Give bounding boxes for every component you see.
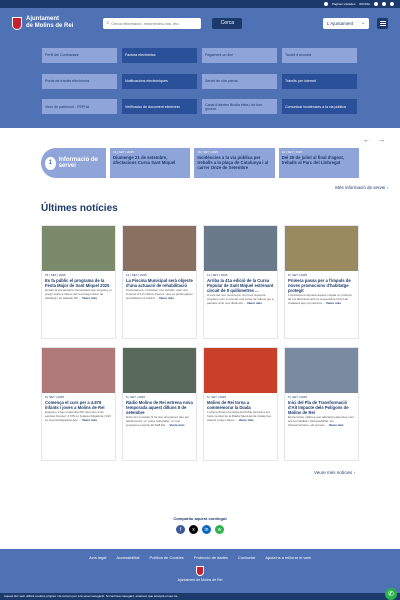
- news-more-link[interactable]: Veure més: [82, 295, 98, 300]
- service-info-card-title: Del 29 de juliol al final d'agost, treballs al Parc del Llobregat: [281, 155, 345, 165]
- news-card[interactable]: [41, 347, 116, 461]
- news-card[interactable]: [284, 347, 359, 461]
- service-info-date: 16 | SET | 2025: [197, 150, 219, 154]
- news-excerpt: Entre les novetats hi ha dos programes fets per adolescents, un sobre fotografia i un nou programa esportiu El dia8 Els ...: [126, 415, 190, 427]
- footer-link[interactable]: Protecció de dades: [193, 555, 229, 560]
- service-info-card-title: Diumenge 21 de setembre, afectacions Cursa Sant Miquel: [113, 155, 176, 165]
- news-date: 5 | SET | 2025: [288, 395, 308, 399]
- news-image: [123, 348, 196, 393]
- arrow-left-icon[interactable]: ←: [363, 137, 370, 144]
- language-selector[interactable]: IDIOMA: [359, 2, 370, 6]
- footer-link[interactable]: Contactar: [238, 555, 256, 560]
- news-card[interactable]: [203, 225, 278, 339]
- service-info-title: Informació de servei: [58, 157, 98, 169]
- news-excerpt: Durant la presentació s'anunciava que enguany el pregó aniria a càrrec del reconegut actor de doblatge i bo adaptat del ...: [45, 288, 112, 300]
- service-info-card[interactable]: [279, 148, 359, 178]
- news-card[interactable]: [203, 347, 278, 461]
- news-more-link[interactable]: Veure més: [246, 300, 262, 305]
- search-input[interactable]: [111, 21, 191, 26]
- whatsapp-share-icon[interactable]: w: [215, 525, 224, 534]
- service-info-date: 16 | SET | 2025: [281, 150, 303, 154]
- news-title: Primera passa per a l'impuls de noves promocions d'habitatge protegit: [288, 278, 351, 293]
- news-image: [204, 348, 277, 393]
- news-title: La Piscina Municipal serà objecte d'una actuació de rehabilitació: [126, 278, 193, 288]
- service-info-heading: [41, 148, 106, 178]
- quick-link[interactable]: Tràmits per internet: [282, 74, 357, 89]
- hamburger-menu-button[interactable]: [377, 18, 388, 29]
- quick-link[interactable]: Portal de tràmits electrònics: [42, 74, 117, 89]
- chevron-down-icon: ⌄: [361, 20, 365, 25]
- quick-link[interactable]: Perfil del Contractant: [42, 48, 117, 63]
- search-icon: ⌕: [106, 20, 110, 26]
- ajuntament-menu-label: L'Ajuntament: [327, 20, 354, 26]
- news-excerpt: A més del nou recorregut, la prova presenta enguany com a novetat una cursa de relleus per a parelles amb una distància ...: [207, 293, 274, 305]
- news-card[interactable]: [41, 225, 116, 339]
- news-card[interactable]: [284, 225, 359, 339]
- news-more-link[interactable]: Veure més: [158, 295, 174, 300]
- share-section: [0, 516, 400, 534]
- service-info-strip: [41, 148, 359, 178]
- share-label: Compartiu aquest contingut: [173, 516, 227, 521]
- x-share-icon[interactable]: x: [189, 525, 198, 534]
- news-date: 5 | SET | 2025: [207, 395, 227, 399]
- logo-line1: Ajuntament: [26, 16, 59, 22]
- news-row-1: [41, 225, 359, 339]
- news-section-title: Últimes notícies: [41, 203, 118, 214]
- quick-link[interactable]: Comunicar incidències a la via pública: [282, 99, 357, 114]
- news-title: Inici del Pla de Transformació d'Alt Impacte dels Polígons de Molins de Rei: [288, 400, 349, 415]
- quick-link[interactable]: Notificacions electròniques: [122, 74, 197, 89]
- news-image: [285, 348, 358, 393]
- service-info-card-title: Incidències a la via pública per treballs a la plaça de Catalunya i al carrer Onze de Setembre: [197, 155, 269, 170]
- user-icon[interactable]: [324, 2, 328, 6]
- news-title: Es fa públic el programa de la Festa Major de Sant Miquel 2025: [45, 278, 110, 288]
- news-title: Comença el curs per a 4.876 infants i joves a Molins de Rei: [45, 400, 105, 410]
- news-image: [204, 226, 277, 271]
- news-more-link[interactable]: Veure més: [326, 300, 342, 305]
- news-excerpt: L'ofrena floral a la plaça del Poble tornarà a ser l'acte central de la Diada Nacional de Catalunya Aquest proper dijous ...: [207, 410, 271, 422]
- quick-link[interactable]: Visor de patrimoni - PEPHA: [42, 99, 117, 114]
- news-date: 8 | SET | 2025: [45, 395, 65, 399]
- search-button[interactable]: Cerca: [212, 18, 242, 29]
- more-news-link[interactable]: Veure més notícies ›: [313, 470, 355, 475]
- service-info-date: 16 | SET | 2025: [113, 150, 134, 154]
- quick-link[interactable]: Factura electrònica: [122, 48, 197, 63]
- service-info-more-link[interactable]: Més informació de servei ›: [335, 185, 388, 190]
- cookie-banner: Aquest lloc web utilitza cookies pròpies i de tercers per a la seva navegació. Si continua navegant, entenem que accepta el seu ús.: [0, 593, 400, 600]
- service-info-number: 1: [45, 157, 56, 170]
- ajuntament-menu-button[interactable]: [323, 18, 369, 29]
- news-title: Arriba la 41a edició de la Cursa Popular de Sant Miquel estrenant circuit de 5 quilòmetres ...: [207, 278, 274, 293]
- news-image: [285, 226, 358, 271]
- footer-copyright: Ajuntament de Molins de Rei: [177, 578, 223, 582]
- news-image: [42, 226, 115, 271]
- news-date: 5 | SET | 2025: [126, 395, 146, 399]
- site-header: [0, 8, 400, 38]
- footer-link[interactable]: Política de Cookies: [149, 555, 184, 560]
- facebook-share-icon[interactable]: f: [176, 525, 185, 534]
- news-excerpt: El pla inclou millores que afectaran aspectes com ara la mobilitat i l'accessibilitat, les infraestructures, els serveis ...: [288, 415, 354, 427]
- site-logo[interactable]: [12, 16, 73, 30]
- news-date: 12 | SET | 2025: [126, 273, 147, 277]
- news-image: [123, 226, 196, 271]
- twitter-icon[interactable]: [382, 2, 386, 6]
- quick-link[interactable]: Taulell d'anuncis: [282, 48, 357, 63]
- quick-links-grid: [0, 38, 400, 128]
- news-date: 8 | SET | 2025: [288, 273, 308, 277]
- footer-coat-of-arms-icon: [196, 566, 204, 576]
- logo-line2: de Molins de Rei: [26, 23, 74, 29]
- service-info-card[interactable]: [194, 148, 274, 178]
- footer-link[interactable]: Ajuda'ns a millorar el web: [265, 555, 311, 560]
- news-excerpt: Enguany s'han matriculat 287 alumnes a les escoles bressol, 3.679 en l'etapa obligatòria i 943 en la postobligatòria Aqu ...: [45, 410, 111, 422]
- news-card[interactable]: [122, 347, 197, 461]
- news-row-2: [41, 347, 359, 461]
- carousel-arrows: [363, 137, 385, 144]
- news-card[interactable]: [122, 225, 197, 339]
- quick-link[interactable]: Canal d'alertes Bústia ètica i de bon govern: [202, 99, 277, 114]
- instagram-icon[interactable]: [390, 2, 394, 6]
- footer-link[interactable]: Accessibilitat: [116, 555, 140, 560]
- facebook-icon[interactable]: [374, 2, 378, 6]
- quick-link[interactable]: Servei de cita prèvia: [202, 74, 277, 89]
- news-more-link[interactable]: Veure més: [238, 417, 254, 422]
- search-box: [103, 18, 201, 29]
- linkedin-share-icon[interactable]: in: [202, 525, 211, 534]
- quick-link[interactable]: Pagament on-line: [202, 48, 277, 63]
- news-more-link[interactable]: Veure més: [169, 422, 185, 427]
- quick-link[interactable]: Verificador de document electrònic: [122, 99, 197, 114]
- news-date: 15 | SET | 2025: [45, 273, 66, 277]
- news-title: Molins de Rei torna a commemorar la Diada: [207, 400, 251, 410]
- coat-of-arms-icon: [12, 17, 22, 30]
- arrow-right-icon[interactable]: →: [378, 137, 385, 144]
- news-date: 11 | SET | 2025: [207, 273, 228, 277]
- service-info-card[interactable]: [110, 148, 190, 178]
- news-image: [42, 348, 115, 393]
- news-more-link[interactable]: Veure més: [328, 422, 344, 427]
- visited-pages-link[interactable]: Pàgines visitades: [331, 2, 356, 6]
- news-excerpt: L'Ajuntament signava aquest migdia un protocol de col·laboració amb la cooperativa Unió Llar Catalana que permetrà la ...: [288, 293, 352, 305]
- footer-link[interactable]: Avís legal: [89, 555, 107, 560]
- whatsapp-float-icon[interactable]: ✆: [385, 588, 397, 600]
- news-title: Ràdio Molins de Rei estrena nova temporada aquest dilluns 8 de setembre: [126, 400, 193, 415]
- news-excerpt: Properament, s'iniciaran uns treballs, amb una inversió d'1,3 milions d'euros, que es perllongaran previsiblement durant ...: [126, 288, 193, 300]
- top-utility-bar: [0, 0, 400, 8]
- news-more-link[interactable]: Veure més: [82, 417, 98, 422]
